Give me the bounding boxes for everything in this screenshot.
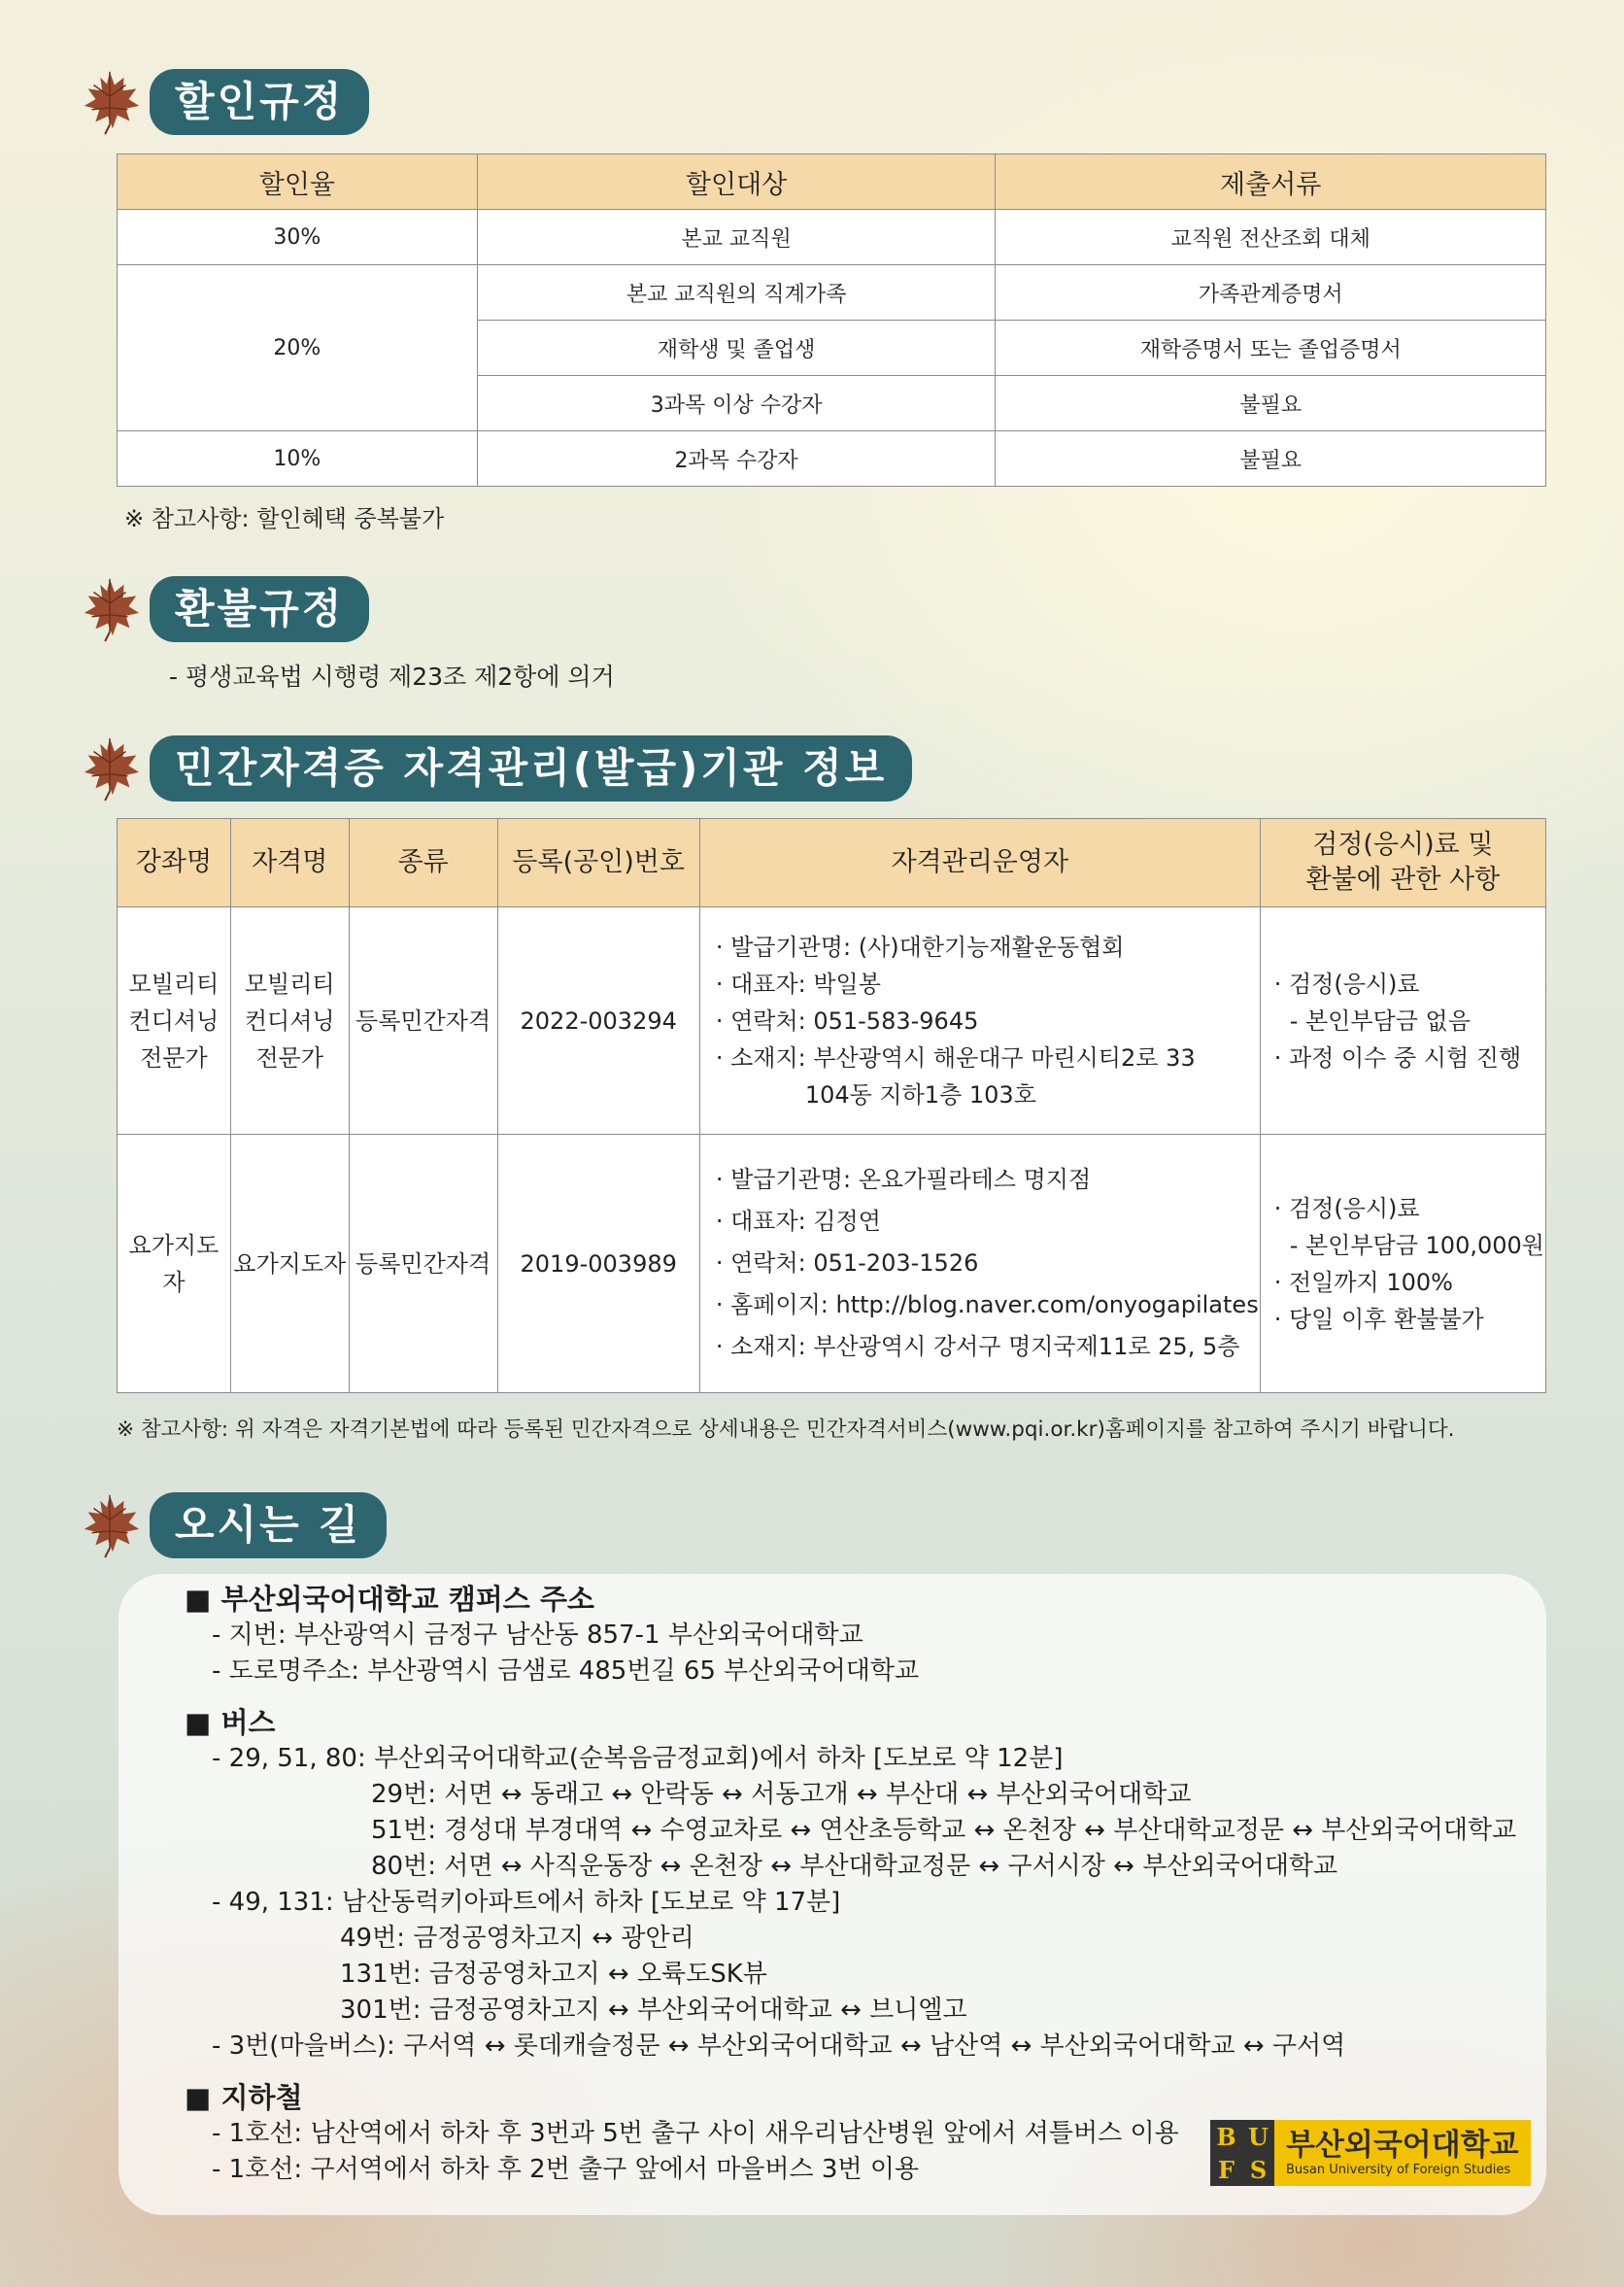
cell-operator: · 발급기관명: 온요가필라테스 명지점 · 대표자: 김정연 · 연락처: 051-203-1526 · 홈페이지: http://blog.naver.com/onyogapilates · 소재지: 부산광역시 강서구 명지국제11로 25, 5층: [699, 1135, 1260, 1393]
header-docs: 제출서류: [996, 154, 1546, 210]
section-title: 오시는 길: [150, 1492, 387, 1558]
cell-type: 등록민간자격: [349, 907, 497, 1135]
subway-heading: ■ 지하철: [185, 2081, 303, 2114]
bus-route: 51번: 경성대 부경대역 ↔ 수영교차로 ↔ 연산초등학교 ↔ 온천장 ↔ 부산대학교정문 ↔ 부산외국어대학교: [371, 1816, 1517, 1845]
header-course: 강좌명: [118, 819, 231, 907]
header-cert: 자격명: [230, 819, 349, 907]
table-header-row: [118, 154, 1546, 210]
directions-content: [185, 1582, 1516, 2188]
section-refund-heading: [76, 575, 369, 643]
cell-docs: 재학증명서 또는 졸업증명서: [996, 321, 1546, 376]
section-directions-heading: [76, 1491, 387, 1559]
section-discount-heading: [76, 68, 369, 136]
bus-route: 301번: 금정공영차고지 ↔ 부산외국어대학교 ↔ 브니엘고: [340, 1996, 967, 2025]
campus-heading: ■ 부산외국어대학교 캠퍼스 주소: [185, 1583, 594, 1616]
cell-course: 요가지도자: [118, 1135, 231, 1393]
table-row: [118, 907, 1546, 1135]
section-title: 할인규정: [150, 69, 369, 135]
section-cert-heading: [76, 734, 912, 802]
cell-type: 등록민간자격: [349, 1135, 497, 1393]
cert-note: ※ 참고사항: 위 자격은 자격기본법에 따라 등록된 민간자격으로 상세내용은 민간자격서비스(www.pqi.or.kr)홈페이지를 참고하여 주시기 바랍니다.: [117, 1417, 1455, 1442]
subway-line: - 1호선: 남산역에서 하차 후 3번과 5번 출구 사이 새우리남산병원 앞에서 셔틀버스 이용: [212, 2119, 1179, 2148]
bus-stop: - 3번(마을버스): 구서역 ↔ 롯데캐슬정문 ↔ 부산외국어대학교 ↔ 남산역 ↔ 부산외국어대학교 ↔ 구서역: [212, 2031, 1346, 2061]
cell-target: 2과목 수강자: [477, 431, 996, 487]
logo-name: 부산외국어대학교: [1286, 2128, 1519, 2163]
cell-rate: 10%: [118, 431, 478, 487]
cell-operator: · 발급기관명: (사)대한기능재활운동협회 · 대표자: 박일봉 · 연락처: 051-583-9645 · 소재지: 부산광역시 해운대구 마린시티2로 33 104동 지하1층 103호: [699, 907, 1260, 1135]
bufs-logo: [1210, 2120, 1531, 2186]
campus-address: - 지번: 부산광역시 금정구 남산동 857-1 부산외국어대학교: [212, 1621, 863, 1650]
bus-route: 131번: 금정공영차고지 ↔ 오륙도SK뷰: [340, 1960, 767, 1989]
cell-target: 재학생 및 졸업생: [477, 321, 996, 376]
cell-docs: 가족관계증명서: [996, 265, 1546, 321]
cell-rate: 30%: [118, 210, 478, 265]
table-row: [118, 265, 1546, 321]
header-fee: 검정(응시)료 및 환불에 관한 사항: [1260, 819, 1545, 907]
bus-stop: - 29, 51, 80: 부산외국어대학교(순복음금정교회)에서 하차 [도보로 약 12분]: [212, 1744, 1064, 1773]
cell-reg: 2019-003989: [497, 1135, 699, 1393]
header-ops: 자격관리운영자: [699, 819, 1260, 907]
refund-text: - 평생교육법 시행령 제23조 제2항에 의거: [169, 663, 615, 691]
cell-fee: · 검정(응시)료 - 본인부담금 100,000원 · 전일까지 100% · 당일 이후 환불불가: [1260, 1135, 1545, 1393]
bufs-logo-mark: B U F S: [1210, 2120, 1274, 2186]
header-reg: 등록(공인)번호: [497, 819, 699, 907]
bus-route: 29번: 서면 ↔ 동래고 ↔ 안락동 ↔ 서동고개 ↔ 부산대 ↔ 부산외국어대학교: [371, 1780, 1192, 1809]
maple-leaf-icon: [76, 1491, 144, 1559]
cell-docs: 교직원 전산조회 대체: [996, 210, 1546, 265]
section-title: 민간자격증 자격관리(발급)기관 정보: [150, 735, 912, 802]
table-row: [118, 210, 1546, 265]
cell-reg: 2022-003294: [497, 907, 699, 1135]
cell-cert: 모빌리티 컨디셔닝 전문가: [230, 907, 349, 1135]
bus-heading: ■ 버스: [185, 1706, 276, 1739]
maple-leaf-icon: [76, 734, 144, 802]
bus-route: 49번: 금정공영차고지 ↔ 광안리: [340, 1924, 694, 1953]
bus-stop: - 49, 131: 남산동럭키아파트에서 하차 [도보로 약 17분]: [212, 1888, 841, 1917]
cell-target: 3과목 이상 수강자: [477, 376, 996, 431]
cell-course: 모빌리티 컨디셔닝 전문가: [118, 907, 231, 1135]
discount-note: ※ 참고사항: 할인혜택 중복불가: [124, 505, 445, 532]
table-row: [118, 431, 1546, 487]
header-rate: 할인율: [118, 154, 478, 210]
maple-leaf-icon: [76, 575, 144, 643]
cell-rate: 20%: [118, 265, 478, 431]
cell-docs: 불필요: [996, 376, 1546, 431]
table-header-row: [118, 819, 1546, 907]
cert-table: [117, 818, 1546, 1393]
table-row: [118, 1135, 1546, 1393]
cell-target: 본교 교직원: [477, 210, 996, 265]
maple-leaf-icon: [76, 68, 144, 136]
cell-cert: 요가지도자: [230, 1135, 349, 1393]
campus-address: - 도로명주소: 부산광역시 금샘로 485번길 65 부산외국어대학교: [212, 1656, 920, 1686]
cell-target: 본교 교직원의 직계가족: [477, 265, 996, 321]
section-title: 환불규정: [150, 576, 369, 642]
logo-name-en: Busan University of Foreign Studies: [1286, 2163, 1511, 2177]
discount-table: [117, 154, 1546, 487]
subway-line: - 1호선: 구서역에서 하차 후 2번 출구 앞에서 마을버스 3번 이용: [212, 2155, 920, 2184]
header-type: 종류: [349, 819, 497, 907]
cell-fee: · 검정(응시)료 - 본인부담금 없음 · 과정 이수 중 시험 진행: [1260, 907, 1545, 1135]
cell-docs: 불필요: [996, 431, 1546, 487]
header-target: 할인대상: [477, 154, 996, 210]
bus-route: 80번: 서면 ↔ 사직운동장 ↔ 온천장 ↔ 부산대학교정문 ↔ 구서시장 ↔ 부산외국어대학교: [371, 1852, 1338, 1881]
